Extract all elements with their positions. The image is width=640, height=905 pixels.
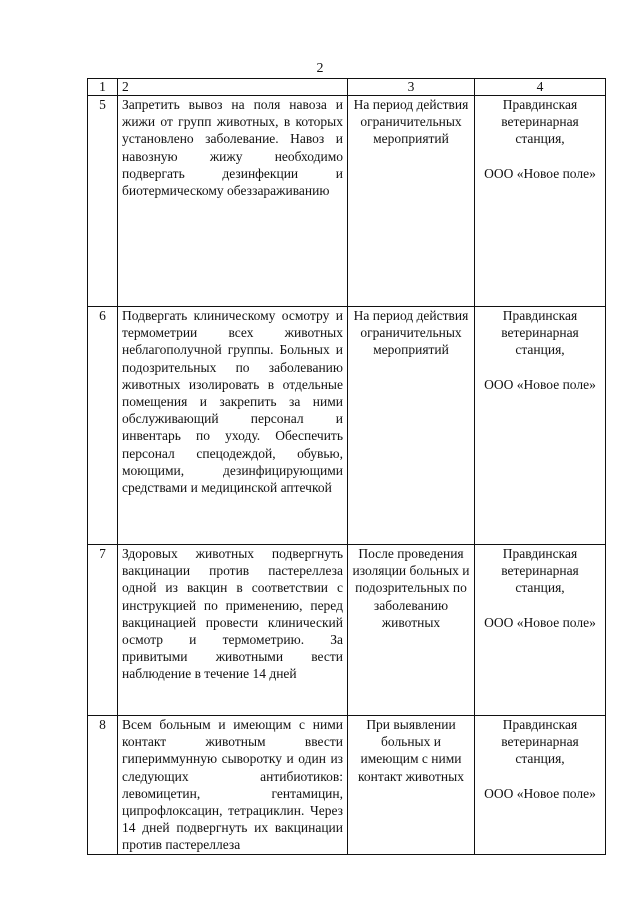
- row-number: 7: [88, 545, 118, 716]
- period-text: После проведения изоляции больных и подозрительных по заболеванию животных: [348, 545, 475, 716]
- header-col-1: 1: [88, 79, 118, 96]
- executor-station: Правдинская ветеринарная станция,: [501, 97, 579, 147]
- executor-company: ООО «Новое поле»: [484, 376, 596, 392]
- measure-text: Подвергать клиническому осмотру и термометрии всех животных неблагополучной группы. Больных и подозрительных по заболеванию животных изолировать в отдельные помещения и закрепить за ними обслуживающий персонал и инвентарь по уходу. Обеспечить персонал спецодеждой, обувью, моющими, дезинфицирующими средствами и медицинской аптечкой: [118, 307, 348, 545]
- table-row: [88, 307, 606, 545]
- row-number: 8: [88, 716, 118, 855]
- row-number: 5: [88, 96, 118, 307]
- header-col-3: 3: [348, 79, 475, 96]
- period-text: При выявлении больных и имеющим с ними контакт животных: [348, 716, 475, 855]
- table-row: [88, 545, 606, 716]
- executor-station: Правдинская ветеринарная станция,: [501, 717, 579, 767]
- period-text: На период действия ограничительных мероприятий: [348, 96, 475, 307]
- row-number: 6: [88, 307, 118, 545]
- executor-station: Правдинская ветеринарная станция,: [501, 546, 579, 596]
- table-header-row: [88, 79, 606, 96]
- period-text: На период действия ограничительных мероприятий: [348, 307, 475, 545]
- executor-cell: [475, 716, 606, 855]
- executor-cell: [475, 545, 606, 716]
- header-col-4: 4: [475, 79, 606, 96]
- executor-company: ООО «Новое поле»: [484, 614, 596, 630]
- measure-text: Запретить вывоз на поля навоза и жижи от групп животных, в которых установлено заболевание. Навоз и навозную жижу необходимо подвергать дезинфекции и биотермическому обеззараживанию: [118, 96, 348, 307]
- measure-text: Здоровых животных подвергнуть вакцинации против пастереллеза одной из вакцин в соответствии с инструкцией по применению, перед вакцинацией провести клинический осмотр и термометрию. За привитыми животными вести наблюдение в течение 14 дней: [118, 545, 348, 716]
- measures-table: [87, 78, 606, 855]
- measure-text: Всем больным и имеющим с ними контакт животным ввести гипериммунную сыворотку и один из следующих антибиотиков: левомицетин, гентамицин, ципрофлоксацин, тетрациклин. Через 14 дней подвергнуть их вакцинации против пастереллеза: [118, 716, 348, 855]
- page-number: 2: [316, 61, 324, 76]
- table-row: [88, 716, 606, 855]
- executor-company: ООО «Новое поле»: [484, 165, 596, 181]
- executor-cell: [475, 96, 606, 307]
- executor-cell: [475, 307, 606, 545]
- executor-company: ООО «Новое поле»: [484, 785, 596, 801]
- header-col-2: 2: [118, 79, 348, 96]
- table-row: [88, 96, 606, 307]
- executor-station: Правдинская ветеринарная станция,: [501, 308, 579, 358]
